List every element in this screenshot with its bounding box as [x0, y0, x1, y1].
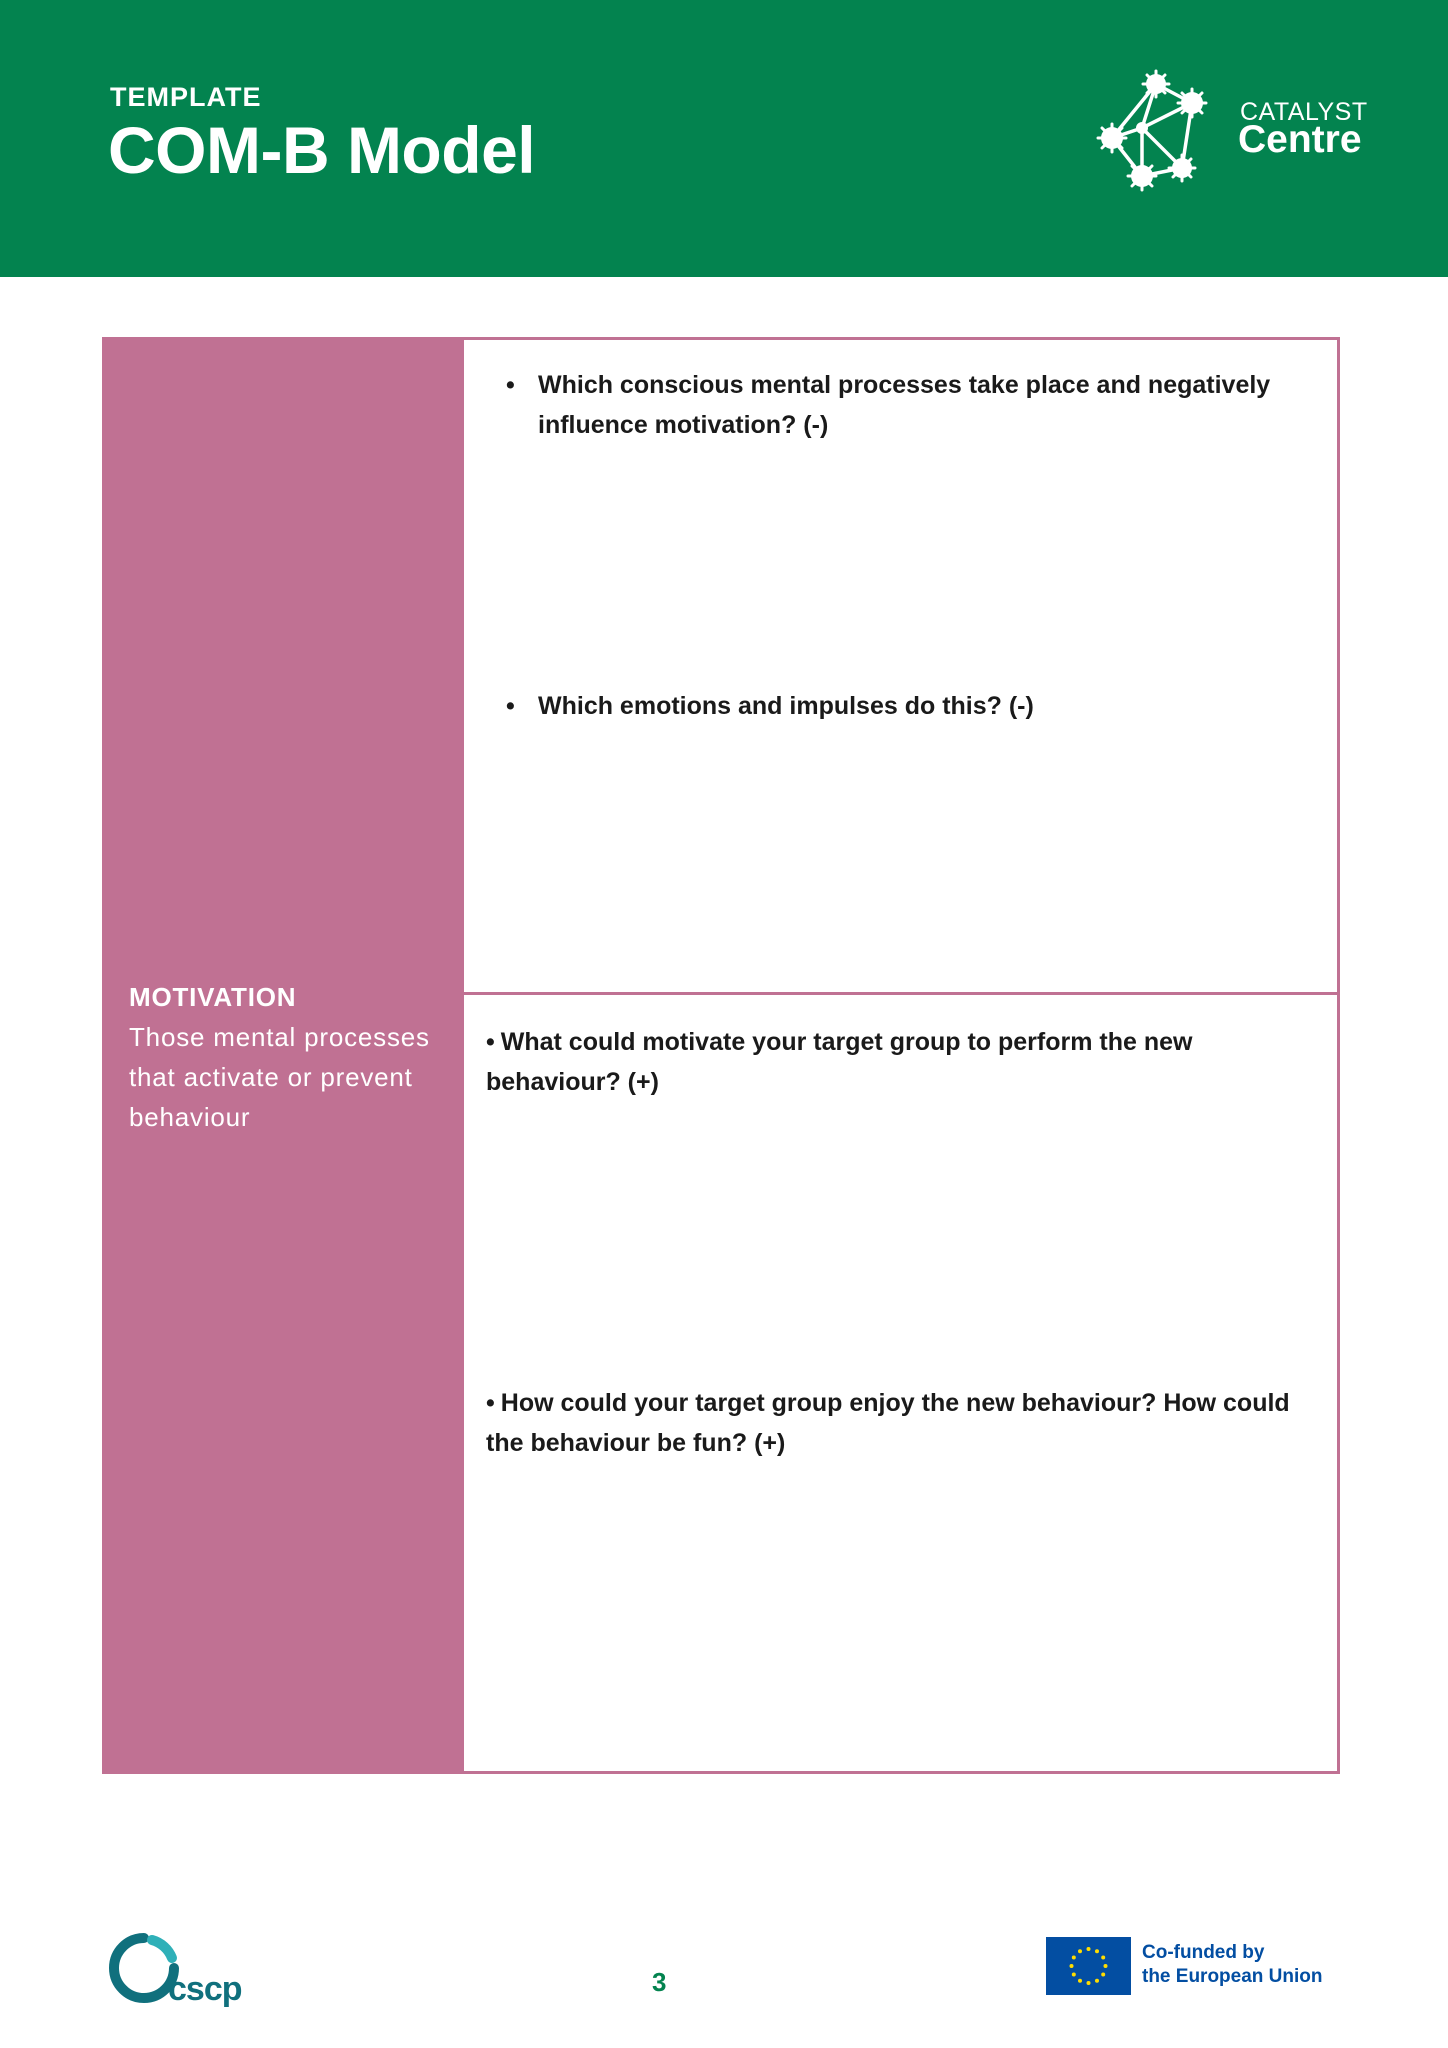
page-title: COM-B Model	[108, 113, 536, 187]
brand-name-bottom: Centre	[1238, 118, 1362, 161]
bullet: •	[506, 692, 515, 720]
row-divider	[464, 992, 1340, 995]
prompt-enjoy-behaviour	[486, 1383, 1326, 1463]
eu-flag-icon	[1046, 1937, 1131, 1995]
cscp-wordmark: cscp	[168, 1970, 242, 2008]
page-header	[0, 0, 1448, 277]
network-icon	[1092, 68, 1242, 196]
cscp-logo	[108, 1932, 258, 2012]
prompt-text: What could motivate your target group to perform the new behaviour? (+)	[486, 1028, 1193, 1096]
motivation-heading: MOTIVATION	[129, 982, 297, 1012]
com-b-table	[102, 337, 1343, 1774]
template-label: TEMPLATE	[110, 82, 262, 112]
eu-line-1: Co-funded by	[1142, 1942, 1265, 1963]
prompt-conscious-processes	[506, 365, 1306, 445]
prompt-text: How could your target group enjoy the new behaviour? How could the behaviour be fun? (+)	[486, 1389, 1290, 1457]
eu-cofunded-logo	[1046, 1937, 1336, 1997]
prompt-motivate-target	[486, 1022, 1326, 1102]
eu-line-2: the European Union	[1142, 1966, 1323, 1987]
page-number: 3	[652, 1967, 667, 1997]
motivation-label	[129, 977, 459, 1137]
motivation-cell	[102, 337, 464, 1774]
eu-cofunded-text	[1142, 1941, 1323, 1989]
catalyst-centre-logo	[1092, 68, 1368, 196]
prompt-emotions-impulses	[506, 686, 1306, 726]
bullet: •	[506, 371, 515, 399]
prompt-text: Which conscious mental processes take place and negatively influence motivation? (-)	[538, 371, 1271, 439]
brand-name-top: CATALYST	[1240, 98, 1368, 126]
prompt-text: Which emotions and impulses do this? (-)	[538, 692, 1034, 720]
motivation-description: Those mental processes that activate or prevent behaviour	[129, 1022, 430, 1132]
bullet: •	[486, 1028, 495, 1056]
bullet: •	[486, 1389, 495, 1417]
